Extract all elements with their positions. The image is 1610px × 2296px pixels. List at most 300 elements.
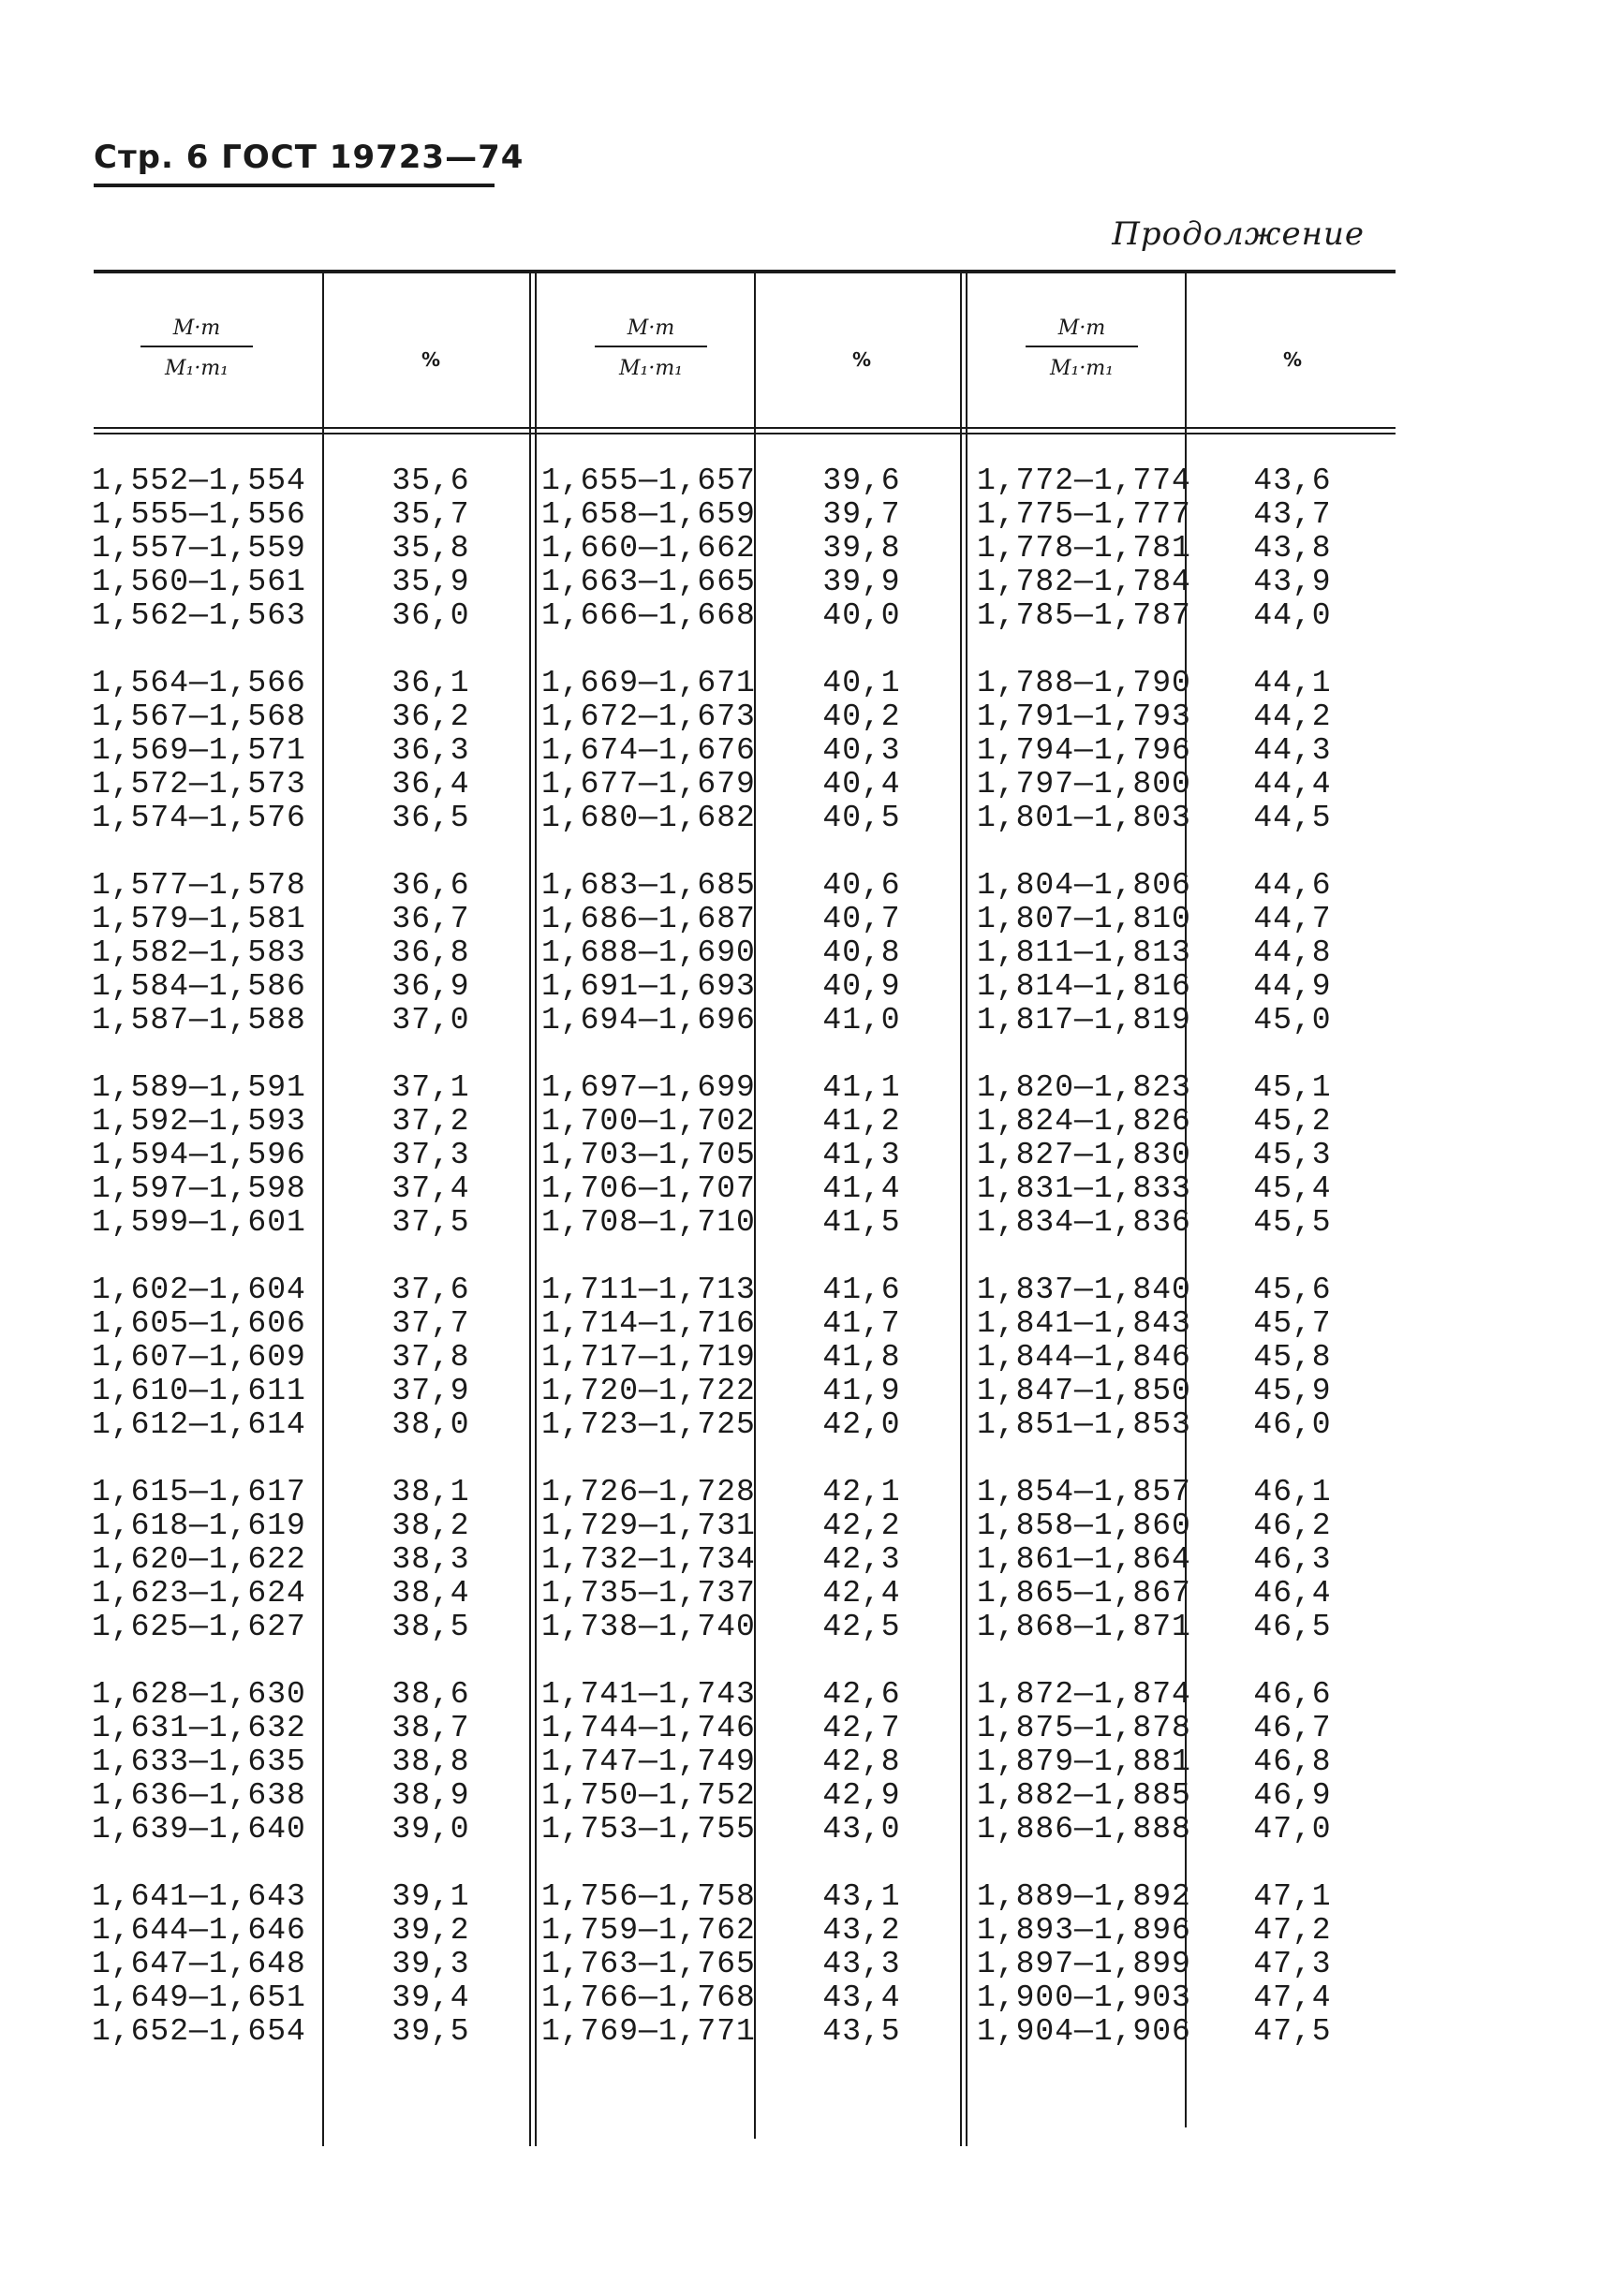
row-group: [541, 464, 757, 633]
percent-cell: 39,3: [391, 1947, 470, 1981]
percent-cell: 42,4: [822, 1576, 901, 1611]
row-group: [977, 1678, 1192, 1847]
ratio-range-cell: 1,655—1,657: [541, 464, 756, 498]
ratio-range-cell: 1,729—1,731: [541, 1509, 756, 1543]
ratio-range-cell: 1,552—1,554: [92, 464, 306, 498]
ratio-range-cell: 1,677—1,679: [541, 767, 756, 802]
percent-cell: 40,2: [822, 699, 901, 734]
row-group: [1227, 1678, 1358, 1847]
percent-cell: 46,3: [1253, 1542, 1332, 1577]
percent-cell: 37,0: [391, 1003, 470, 1038]
ratio-range-cell: 1,851—1,853: [977, 1407, 1191, 1442]
percent-cell: 45,3: [1253, 1138, 1332, 1172]
row-group: [1227, 1071, 1358, 1240]
ratio-range-cell: 1,599—1,601: [92, 1205, 306, 1240]
ratio-range-cell: 1,658—1,659: [541, 497, 756, 532]
ratio-denominator: M₁·m₁: [1049, 357, 1115, 380]
row-group: [977, 1476, 1192, 1644]
percent-cell: 38,0: [391, 1407, 470, 1442]
percent-cell: 43,0: [822, 1812, 901, 1847]
percent-cell: 37,8: [391, 1340, 470, 1375]
row-group: [796, 667, 927, 835]
percent-cell: 39,4: [391, 1980, 470, 2015]
percent-cell: 44,4: [1253, 767, 1332, 802]
percent-column: [1227, 464, 1358, 2083]
percent-cell: 43,1: [822, 1879, 901, 1914]
ratio-range-cell: 1,631—1,632: [92, 1711, 306, 1745]
row-group: [796, 1273, 927, 1442]
column-divider: [322, 273, 324, 2146]
ratio-numerator: M·m: [1026, 316, 1138, 347]
percent-cell: 47,4: [1253, 1980, 1332, 2015]
ratio-range-cell: 1,886—1,888: [977, 1812, 1191, 1847]
percent-column: [796, 464, 927, 2083]
percent-cell: 41,7: [822, 1306, 901, 1341]
page-header: Стр. 6 ГОСТ 19723—74: [94, 139, 524, 176]
percent-cell: 45,7: [1253, 1306, 1332, 1341]
ratio-range-cell: 1,782—1,784: [977, 565, 1191, 599]
percent-cell: 36,9: [391, 969, 470, 1004]
row-group: [977, 1273, 1192, 1442]
percent-cell: 41,3: [822, 1138, 901, 1172]
ratio-range-cell: 1,735—1,737: [541, 1576, 756, 1611]
ratio-range-cell: 1,817—1,819: [977, 1003, 1191, 1038]
row-group: [365, 1880, 496, 2049]
row-group: [541, 667, 757, 835]
ratio-range-cell: 1,564—1,566: [92, 666, 306, 700]
percent-cell: 42,9: [822, 1778, 901, 1813]
ratio-range-cell: 1,625—1,627: [92, 1610, 306, 1644]
ratio-range-cell: 1,726—1,728: [541, 1475, 756, 1509]
row-group: [365, 667, 496, 835]
column-divider-double: [960, 273, 967, 2146]
ratio-range-cell: 1,618—1,619: [92, 1509, 306, 1543]
percent-cell: 42,7: [822, 1711, 901, 1745]
ratio-range-cell: 1,889—1,892: [977, 1879, 1191, 1914]
percent-cell: 45,2: [1253, 1104, 1332, 1139]
ratio-range-cell: 1,615—1,617: [92, 1475, 306, 1509]
percent-cell: 36,7: [391, 902, 470, 936]
percent-cell: 39,9: [822, 565, 901, 599]
ratio-range-cell: 1,720—1,722: [541, 1374, 756, 1408]
percent-cell: 36,5: [391, 801, 470, 835]
row-group: [92, 1678, 307, 1847]
percent-cell: 42,3: [822, 1542, 901, 1577]
percent-cell: 43,5: [822, 2014, 901, 2049]
ratio-range-cell: 1,744—1,746: [541, 1711, 756, 1745]
ratio-range-cell: 1,612—1,614: [92, 1407, 306, 1442]
row-group: [1227, 1880, 1358, 2049]
ratio-range-cell: 1,820—1,823: [977, 1070, 1191, 1105]
ratio-range-cell: 1,708—1,710: [541, 1205, 756, 1240]
percent-cell: 37,5: [391, 1205, 470, 1240]
percent-cell: 38,6: [391, 1677, 470, 1712]
ratio-range-cell: 1,732—1,734: [541, 1542, 756, 1577]
ratio-range-cell: 1,844—1,846: [977, 1340, 1191, 1375]
ratio-range-cell: 1,831—1,833: [977, 1171, 1191, 1206]
percent-cell: 44,7: [1253, 902, 1332, 936]
ratio-range-cell: 1,579—1,581: [92, 902, 306, 936]
row-group: [365, 1273, 496, 1442]
ratio-range-cell: 1,766—1,768: [541, 1980, 756, 2015]
ratio-range-cell: 1,827—1,830: [977, 1138, 1191, 1172]
ratio-range-cell: 1,738—1,740: [541, 1610, 756, 1644]
row-group: [365, 1476, 496, 1644]
ratio-range-cell: 1,753—1,755: [541, 1812, 756, 1847]
percent-cell: 40,5: [822, 801, 901, 835]
percent-cell: 38,9: [391, 1778, 470, 1813]
percent-cell: 39,1: [391, 1879, 470, 1914]
percent-cell: 42,5: [822, 1610, 901, 1644]
ratio-range-cell: 1,868—1,871: [977, 1610, 1191, 1644]
row-group: [796, 1071, 927, 1240]
percent-cell: 43,4: [822, 1980, 901, 2015]
percent-cell: 45,1: [1253, 1070, 1332, 1105]
percent-cell: 42,1: [822, 1475, 901, 1509]
percent-cell: 46,0: [1253, 1407, 1332, 1442]
row-group: [365, 1071, 496, 1240]
percent-cell: 37,4: [391, 1171, 470, 1206]
ratio-range-cell: 1,865—1,867: [977, 1576, 1191, 1611]
ratio-range-cell: 1,801—1,803: [977, 801, 1191, 835]
row-group: [1227, 1476, 1358, 1644]
ratio-range-cell: 1,674—1,676: [541, 733, 756, 768]
percent-cell: 40,8: [822, 935, 901, 970]
header-rule: [94, 184, 495, 187]
ratio-range-cell: 1,577—1,578: [92, 868, 306, 903]
percent-cell: 37,6: [391, 1273, 470, 1307]
percent-cell: 38,4: [391, 1576, 470, 1611]
ratio-range-cell: 1,666—1,668: [541, 598, 756, 633]
ratio-range-cell: 1,610—1,611: [92, 1374, 306, 1408]
percent-cell: 36,6: [391, 868, 470, 903]
row-group: [365, 464, 496, 633]
percent-cell: 44,5: [1253, 801, 1332, 835]
ratio-denominator: M₁·m₁: [618, 357, 684, 380]
row-group: [92, 464, 307, 633]
row-group: [977, 667, 1192, 835]
ratio-range-cell: 1,584—1,586: [92, 969, 306, 1004]
percent-cell: 38,8: [391, 1744, 470, 1779]
ratio-range-cell: 1,717—1,719: [541, 1340, 756, 1375]
row-group: [796, 1476, 927, 1644]
ratio-numerator: M·m: [595, 316, 707, 347]
percent-cell: 42,2: [822, 1509, 901, 1543]
percent-cell: 39,5: [391, 2014, 470, 2049]
row-group: [541, 1273, 757, 1442]
percent-cell: 38,1: [391, 1475, 470, 1509]
ratio-range-cell: 1,711—1,713: [541, 1273, 756, 1307]
ratio-range-cell: 1,900—1,903: [977, 1980, 1191, 2015]
ratio-range-cell: 1,706—1,707: [541, 1171, 756, 1206]
percent-cell: 41,5: [822, 1205, 901, 1240]
percent-cell: 46,8: [1253, 1744, 1332, 1779]
percent-cell: 35,6: [391, 464, 470, 498]
percent-cell: 37,2: [391, 1104, 470, 1139]
percent-cell: 39,2: [391, 1913, 470, 1948]
percent-cell: 44,0: [1253, 598, 1332, 633]
percent-cell: 39,8: [822, 531, 901, 566]
ratio-range-cell: 1,660—1,662: [541, 531, 756, 566]
percent-cell: 38,3: [391, 1542, 470, 1577]
ratio-range-cell: 1,639—1,640: [92, 1812, 306, 1847]
percent-cell: 43,2: [822, 1913, 901, 1948]
row-group: [796, 1678, 927, 1847]
row-group: [92, 667, 307, 835]
ratio-range-cell: 1,587—1,588: [92, 1003, 306, 1038]
ratio-range-column: [977, 464, 1192, 2083]
table-header-separator: [94, 427, 1396, 434]
ratio-range-cell: 1,602—1,604: [92, 1273, 306, 1307]
percent-cell: 36,1: [391, 666, 470, 700]
row-group: [1227, 1273, 1358, 1442]
row-group: [541, 869, 757, 1038]
ratio-range-cell: 1,854—1,857: [977, 1475, 1191, 1509]
percent-cell: 36,2: [391, 699, 470, 734]
percent-cell: 40,9: [822, 969, 901, 1004]
percent-column: [365, 464, 496, 2083]
ratio-range-cell: 1,680—1,682: [541, 801, 756, 835]
ratio-range-cell: 1,562—1,563: [92, 598, 306, 633]
ratio-range-cell: 1,647—1,648: [92, 1947, 306, 1981]
percent-cell: 45,6: [1253, 1273, 1332, 1307]
percent-cell: 41,0: [822, 1003, 901, 1038]
row-group: [541, 1071, 757, 1240]
ratio-range-cell: 1,607—1,609: [92, 1340, 306, 1375]
percent-cell: 43,6: [1253, 464, 1332, 498]
table-top-rule: [94, 270, 1396, 273]
ratio-range-cell: 1,904—1,906: [977, 2014, 1191, 2049]
percent-cell: 44,6: [1253, 868, 1332, 903]
col-header-ratio: [595, 316, 707, 380]
ratio-range-cell: 1,700—1,702: [541, 1104, 756, 1139]
ratio-range-cell: 1,592—1,593: [92, 1104, 306, 1139]
percent-cell: 38,5: [391, 1610, 470, 1644]
ratio-range-cell: 1,775—1,777: [977, 497, 1191, 532]
percent-cell: 46,2: [1253, 1509, 1332, 1543]
percent-cell: 47,1: [1253, 1879, 1332, 1914]
ratio-range-cell: 1,633—1,635: [92, 1744, 306, 1779]
ratio-range-cell: 1,804—1,806: [977, 868, 1191, 903]
row-group: [796, 1880, 927, 2049]
percent-cell: 37,9: [391, 1374, 470, 1408]
ratio-range-cell: 1,569—1,571: [92, 733, 306, 768]
percent-cell: 45,9: [1253, 1374, 1332, 1408]
percent-cell: 36,3: [391, 733, 470, 768]
percent-cell: 43,8: [1253, 531, 1332, 566]
percent-cell: 35,8: [391, 531, 470, 566]
percent-cell: 42,6: [822, 1677, 901, 1712]
row-group: [541, 1880, 757, 2049]
ratio-range-cell: 1,875—1,878: [977, 1711, 1191, 1745]
ratio-range-cell: 1,697—1,699: [541, 1070, 756, 1105]
ratio-range-cell: 1,560—1,561: [92, 565, 306, 599]
ratio-range-cell: 1,847—1,850: [977, 1374, 1191, 1408]
percent-cell: 45,8: [1253, 1340, 1332, 1375]
ratio-range-cell: 1,644—1,646: [92, 1913, 306, 1948]
percent-cell: 41,9: [822, 1374, 901, 1408]
percent-cell: 42,0: [822, 1407, 901, 1442]
row-group: [796, 869, 927, 1038]
continuation-label: Продолжение: [1112, 215, 1365, 253]
ratio-range-cell: 1,778—1,781: [977, 531, 1191, 566]
percent-cell: 38,2: [391, 1509, 470, 1543]
ratio-range-cell: 1,572—1,573: [92, 767, 306, 802]
col-header-percent: %: [421, 348, 441, 371]
ratio-numerator: M·m: [140, 316, 253, 347]
percent-cell: 40,1: [822, 666, 901, 700]
percent-cell: 36,0: [391, 598, 470, 633]
percent-cell: 36,4: [391, 767, 470, 802]
percent-cell: 47,0: [1253, 1812, 1332, 1847]
ratio-range-cell: 1,763—1,765: [541, 1947, 756, 1981]
percent-cell: 39,7: [822, 497, 901, 532]
percent-cell: 43,7: [1253, 497, 1332, 532]
col-header-percent: %: [1282, 348, 1303, 371]
percent-cell: 44,2: [1253, 699, 1332, 734]
col-header-percent: %: [851, 348, 872, 371]
ratio-range-cell: 1,834—1,836: [977, 1205, 1191, 1240]
ratio-range-cell: 1,623—1,624: [92, 1576, 306, 1611]
ratio-range-cell: 1,750—1,752: [541, 1778, 756, 1813]
row-group: [977, 869, 1192, 1038]
row-group: [1227, 464, 1358, 633]
row-group: [365, 1678, 496, 1847]
row-group: [92, 1071, 307, 1240]
ratio-range-cell: 1,791—1,793: [977, 699, 1191, 734]
ratio-range-cell: 1,741—1,743: [541, 1677, 756, 1712]
ratio-range-cell: 1,636—1,638: [92, 1778, 306, 1813]
percent-cell: 45,4: [1253, 1171, 1332, 1206]
ratio-range-cell: 1,837—1,840: [977, 1273, 1191, 1307]
row-group: [977, 1880, 1192, 2049]
percent-cell: 40,6: [822, 868, 901, 903]
percent-cell: 35,9: [391, 565, 470, 599]
percent-cell: 41,2: [822, 1104, 901, 1139]
row-group: [541, 1476, 757, 1644]
ratio-range-cell: 1,703—1,705: [541, 1138, 756, 1172]
ratio-range-cell: 1,824—1,826: [977, 1104, 1191, 1139]
ratio-denominator: M₁·m₁: [164, 357, 229, 380]
percent-cell: 47,2: [1253, 1913, 1332, 1948]
ratio-range-cell: 1,785—1,787: [977, 598, 1191, 633]
percent-cell: 41,4: [822, 1171, 901, 1206]
ratio-range-cell: 1,788—1,790: [977, 666, 1191, 700]
ratio-range-cell: 1,858—1,860: [977, 1509, 1191, 1543]
ratio-range-cell: 1,794—1,796: [977, 733, 1191, 768]
percent-cell: 36,8: [391, 935, 470, 970]
ratio-range-cell: 1,841—1,843: [977, 1306, 1191, 1341]
row-group: [977, 1071, 1192, 1240]
percent-cell: 43,9: [1253, 565, 1332, 599]
percent-cell: 37,3: [391, 1138, 470, 1172]
column-divider-double: [529, 273, 537, 2146]
percent-cell: 46,5: [1253, 1610, 1332, 1644]
percent-cell: 44,9: [1253, 969, 1332, 1004]
row-group: [92, 1273, 307, 1442]
row-group: [796, 464, 927, 633]
percent-cell: 40,4: [822, 767, 901, 802]
ratio-range-cell: 1,759—1,762: [541, 1913, 756, 1948]
ratio-range-cell: 1,879—1,881: [977, 1744, 1191, 1779]
ratio-range-cell: 1,605—1,606: [92, 1306, 306, 1341]
percent-cell: 37,1: [391, 1070, 470, 1105]
ratio-range-cell: 1,807—1,810: [977, 902, 1191, 936]
percent-cell: 46,1: [1253, 1475, 1332, 1509]
row-group: [92, 869, 307, 1038]
percent-cell: 35,7: [391, 497, 470, 532]
percent-cell: 40,0: [822, 598, 901, 633]
ratio-range-cell: 1,723—1,725: [541, 1407, 756, 1442]
percent-cell: 46,6: [1253, 1677, 1332, 1712]
ratio-range-cell: 1,594—1,596: [92, 1138, 306, 1172]
percent-cell: 38,7: [391, 1711, 470, 1745]
ratio-range-cell: 1,772—1,774: [977, 464, 1191, 498]
ratio-range-cell: 1,872—1,874: [977, 1677, 1191, 1712]
ratio-range-cell: 1,756—1,758: [541, 1879, 756, 1914]
percent-cell: 40,7: [822, 902, 901, 936]
ratio-range-cell: 1,861—1,864: [977, 1542, 1191, 1577]
percent-cell: 45,5: [1253, 1205, 1332, 1240]
ratio-range-cell: 1,620—1,622: [92, 1542, 306, 1577]
ratio-range-cell: 1,797—1,800: [977, 767, 1191, 802]
ratio-range-cell: 1,597—1,598: [92, 1171, 306, 1206]
percent-cell: 46,7: [1253, 1711, 1332, 1745]
ratio-range-cell: 1,747—1,749: [541, 1744, 756, 1779]
ratio-range-cell: 1,694—1,696: [541, 1003, 756, 1038]
percent-cell: 40,3: [822, 733, 901, 768]
row-group: [977, 464, 1192, 633]
percent-cell: 44,1: [1253, 666, 1332, 700]
percent-cell: 46,9: [1253, 1778, 1332, 1813]
percent-cell: 39,0: [391, 1812, 470, 1847]
col-header-ratio: [140, 316, 253, 380]
ratio-range-cell: 1,652—1,654: [92, 2014, 306, 2049]
ratio-range-cell: 1,582—1,583: [92, 935, 306, 970]
ratio-range-cell: 1,691—1,693: [541, 969, 756, 1004]
row-group: [92, 1880, 307, 2049]
percent-cell: 42,8: [822, 1744, 901, 1779]
row-group: [1227, 869, 1358, 1038]
ratio-range-column: [541, 464, 757, 2083]
ratio-range-cell: 1,683—1,685: [541, 868, 756, 903]
ratio-range-cell: 1,769—1,771: [541, 2014, 756, 2049]
ratio-range-cell: 1,882—1,885: [977, 1778, 1191, 1813]
ratio-range-cell: 1,649—1,651: [92, 1980, 306, 2015]
ratio-range-cell: 1,555—1,556: [92, 497, 306, 532]
ratio-range-cell: 1,893—1,896: [977, 1913, 1191, 1948]
ratio-range-column: [92, 464, 307, 2083]
percent-cell: 41,8: [822, 1340, 901, 1375]
ratio-range-cell: 1,641—1,643: [92, 1879, 306, 1914]
ratio-range-cell: 1,589—1,591: [92, 1070, 306, 1105]
ratio-range-cell: 1,663—1,665: [541, 565, 756, 599]
ratio-range-cell: 1,557—1,559: [92, 531, 306, 566]
col-header-ratio: [1026, 316, 1138, 380]
ratio-range-cell: 1,672—1,673: [541, 699, 756, 734]
ratio-range-cell: 1,567—1,568: [92, 699, 306, 734]
percent-cell: 41,1: [822, 1070, 901, 1105]
row-group: [92, 1476, 307, 1644]
row-group: [1227, 667, 1358, 835]
percent-cell: 37,7: [391, 1306, 470, 1341]
percent-cell: 43,3: [822, 1947, 901, 1981]
ratio-range-cell: 1,811—1,813: [977, 935, 1191, 970]
ratio-range-cell: 1,669—1,671: [541, 666, 756, 700]
percent-cell: 44,8: [1253, 935, 1332, 970]
row-group: [365, 869, 496, 1038]
ratio-range-cell: 1,688—1,690: [541, 935, 756, 970]
